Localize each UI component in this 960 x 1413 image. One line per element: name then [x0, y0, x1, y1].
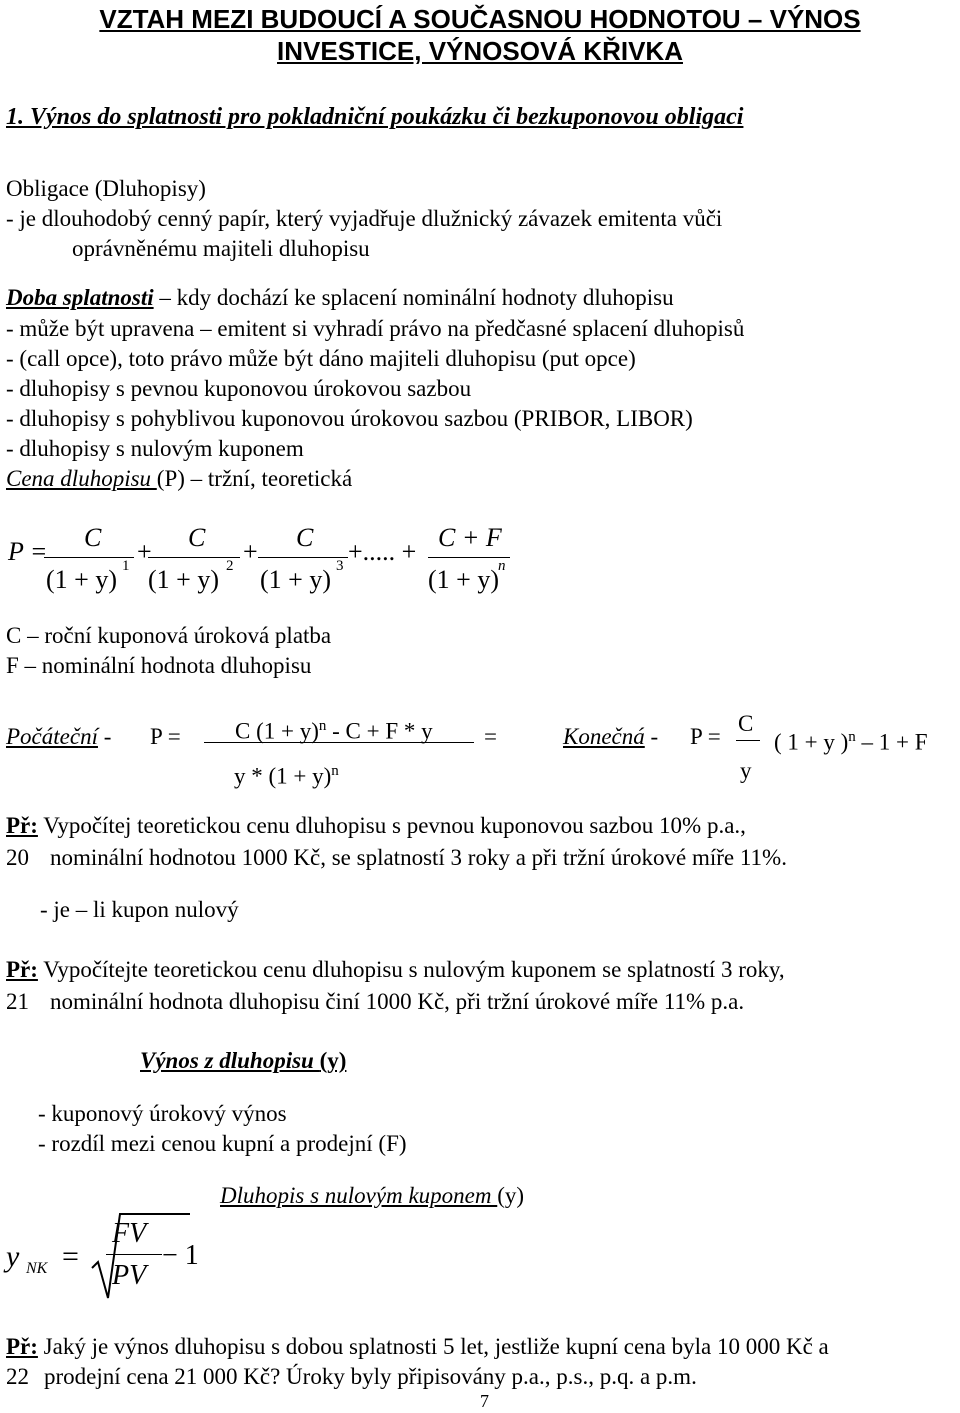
start-label-line — [6, 723, 111, 751]
example-21-line1 — [6, 956, 785, 984]
formula2-num-a: C (1 + y) — [235, 718, 319, 744]
cena-line — [6, 465, 352, 493]
example-label: Př: — [6, 957, 38, 982]
start-dash: - — [97, 724, 112, 749]
formula2-num-b: - C + F * y — [326, 718, 433, 744]
page-title: VZTAH MEZI BUDOUCÍ A SOUČASNOU HODNOTOU – VÝNOS — [99, 4, 861, 34]
formula3-num: FV — [112, 1218, 147, 1249]
formula3-den: PV — [112, 1260, 147, 1291]
example-20-line1 — [6, 812, 746, 840]
formula-plus: + — [137, 537, 152, 566]
formula-exp: 1 — [122, 558, 130, 574]
cena-def: (P) – tržní, teoretická — [156, 466, 353, 491]
formula-num: C + F — [438, 523, 502, 552]
formula-lhs: P = — [8, 537, 48, 566]
formula2-r-tail — [774, 723, 928, 757]
formula-num: C — [296, 523, 314, 552]
formula2-r-rest: – 1 + F — [855, 729, 928, 755]
vynos-heading-text: Výnos z dluhopisu — [140, 1048, 320, 1073]
nulovy-heading-text: Dluhopis s nulovým kuponem — [220, 1183, 498, 1208]
obligace-def-1: - je dlouhodobý cenný papír, který vyjadřuje dlužnický závazek emitenta vůči — [6, 206, 723, 231]
obligace-def-2: oprávněnému majiteli dluhopisu — [72, 236, 370, 261]
fraction-bar — [258, 557, 348, 558]
example-label: Př: — [6, 1334, 38, 1359]
formula-exp: 3 — [336, 558, 344, 574]
formula2-r-den: y — [740, 758, 752, 783]
list-item: - (call opce), toto právo může být dáno majiteli dluhopisu (put opce) — [6, 346, 636, 371]
example-22-number: 22 — [6, 1364, 29, 1389]
start-label: Počáteční — [6, 724, 98, 749]
formula-plus: + — [243, 537, 258, 566]
fraction-bar — [736, 740, 760, 741]
formula2-den — [234, 757, 339, 791]
formula-den: (1 + y) — [428, 565, 499, 594]
end-label: Konečná — [563, 724, 645, 749]
doba-line — [6, 284, 674, 312]
obligace-term: Obligace (Dluhopisy) — [6, 176, 206, 201]
example-text: Jaký je výnos dluhopisu s dobou splatnosti 5 let, jestliže kupní cena byla 10 000 Kč a — [37, 1334, 829, 1359]
formula-num: C — [84, 523, 102, 552]
formula-den: (1 + y) — [46, 565, 117, 594]
example-label: Př: — [6, 813, 38, 838]
formula2-eq: = — [484, 724, 497, 749]
formula2-den-a: y * (1 + y) — [234, 763, 332, 789]
list-item: - kuponový úrokový výnos — [38, 1101, 287, 1126]
kupon-note: - je – li kupon nulový — [40, 897, 239, 922]
list-item: - dluhopisy s pevnou kuponovou úrokovou sazbou — [6, 376, 472, 401]
end-dash: - — [644, 724, 659, 749]
formula2-p-right: P = — [690, 724, 721, 749]
legend-f: F – nominální hodnota dluhopisu — [6, 653, 312, 678]
formula-dots: +..... + — [348, 537, 417, 566]
fraction-bar — [204, 742, 474, 743]
example-21-number: 21 — [6, 989, 29, 1014]
example-20-line2: nominální hodnotou 1000 Kč, se splatností 3 roky a při tržní úrokové míře 11%. — [50, 845, 787, 870]
formula3-eq: = — [62, 1240, 79, 1273]
example-21-line2: nominální hodnota dluhopisu činí 1000 Kč, při tržní úrokové míře 11% p.a. — [50, 989, 745, 1014]
doba-def: – kdy dochází ke splacení nominální hodnoty dluhopisu — [153, 285, 674, 310]
example-text: Vypočítej teoretickou cenu dluhopisu s pevnou kuponovou sazbou 10% p.a., — [37, 813, 746, 838]
formula2-r-paren: ( 1 + y ) — [774, 729, 849, 755]
formula2-r-exp: n — [848, 729, 856, 745]
example-20-number: 20 — [6, 845, 29, 870]
list-item: - může být upravena – emitent si vyhradí právo na předčasné splacení dluhopisů — [6, 316, 745, 341]
example-text: Vypočítejte teoretickou cenu dluhopisu s nulovým kuponem se splatností 3 roky, — [37, 957, 785, 982]
end-label-line — [563, 723, 658, 751]
example-22-line1 — [6, 1333, 829, 1361]
formula-exp: n — [498, 558, 506, 574]
formula3-sub: NK — [26, 1260, 48, 1277]
list-item: - dluhopisy s pohyblivou kuponovou úrokovou sazbou (PRIBOR, LIBOR) — [6, 406, 693, 431]
formula2-den-exp: n — [331, 763, 339, 779]
vynos-heading-y: (y) — [319, 1048, 347, 1073]
fraction-bar — [44, 557, 134, 558]
nulovy-heading-y: (y) — [497, 1183, 525, 1208]
formula3-y: y — [6, 1240, 20, 1273]
page-number: 7 — [480, 1391, 489, 1411]
example-22-line2: prodejní cena 21 000 Kč? Úroky byly připisovány p.a., p.s., p.q. a p.m. — [44, 1364, 697, 1389]
formula2-num-exp: n — [318, 718, 327, 734]
formula-den: (1 + y) — [148, 565, 219, 594]
formula2-num — [235, 712, 433, 746]
formula-exp: 2 — [226, 558, 234, 574]
fraction-bar — [106, 1254, 162, 1255]
formula-den: (1 + y) — [260, 565, 331, 594]
legend-c: C – roční kuponová úroková platba — [6, 623, 332, 648]
list-item: - dluhopisy s nulovým kuponem — [6, 436, 304, 461]
formula2-r-num: C — [738, 711, 754, 736]
list-item: - rozdíl mezi cenou kupní a prodejní (F) — [38, 1131, 407, 1156]
page-title-line2: INVESTICE, VÝNOSOVÁ KŘIVKA — [277, 36, 683, 66]
formula2-p: P = — [150, 724, 181, 749]
vynos-heading — [140, 1047, 346, 1075]
nulovy-heading — [220, 1182, 524, 1210]
formula-num: C — [188, 523, 206, 552]
doba-term: Doba splatnosti — [6, 285, 154, 310]
formula3-minus: − 1 — [162, 1240, 199, 1271]
cena-term: Cena dluhopisu — [6, 466, 157, 491]
section-heading: 1. Výnos do splatnosti pro pokladniční poukázku či bezkuponovou obligaci — [6, 104, 744, 130]
